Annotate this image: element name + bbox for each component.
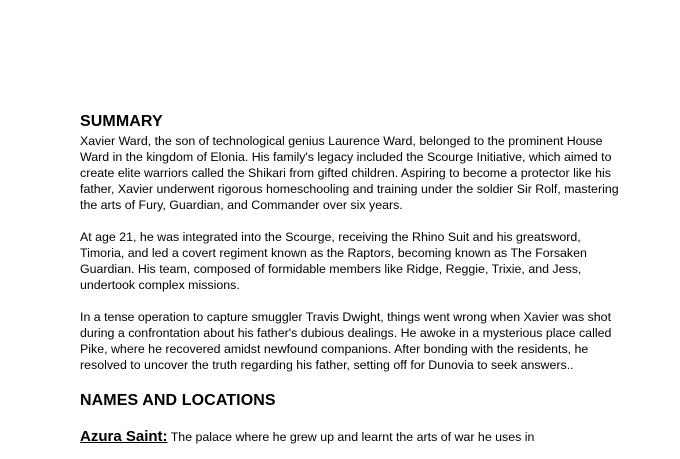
names-locations-heading: NAMES AND LOCATIONS xyxy=(80,392,276,409)
location-term: Azura Saint: xyxy=(80,428,168,445)
document-page xyxy=(80,112,625,445)
paragraph-spacer xyxy=(80,213,625,229)
summary-heading: SUMMARY xyxy=(80,113,163,130)
summary-paragraph-3: In a tense operation to capture smuggler Travis Dwight, things went wrong when Xavier was shot during a confrontation about his father's dubious dealings. He awoke in a mysterious place called Pike, where he recovered amidst newfound companions. After bonding with the residents, he resolved to uncover the truth regarding his father, setting off for Dunovia to seek answers.. xyxy=(80,310,612,372)
location-entry-azura-saint xyxy=(80,429,625,445)
summary-paragraph-1: Xavier Ward, the son of technological genius Laurence Ward, belonged to the prominent House Ward in the kingdom of Elonia. His family's legacy included the Scourge Initiative, which aimed to create elite warriors called the Shikari from gifted children. Aspiring to become a protector like his father, Xavier underwent rigorous homeschooling and training under the soldier Sir Rolf, mastering the arts of Fury, Guardian, and Commander over six years. xyxy=(80,134,619,212)
summary-paragraph-2: At age 21, he was integrated into the Scourge, receiving the Rhino Suit and his greatsword, Timoria, and led a covert regiment known as the Raptors, becoming known as The Forsaken Guardian. His team, composed of formidable members like Ridge, Reggie, Trixie, and Jess, undertook complex missions. xyxy=(80,230,587,292)
location-description: The palace where he grew up and learnt the arts of war he uses in xyxy=(170,430,535,444)
paragraph-spacer xyxy=(80,293,625,309)
